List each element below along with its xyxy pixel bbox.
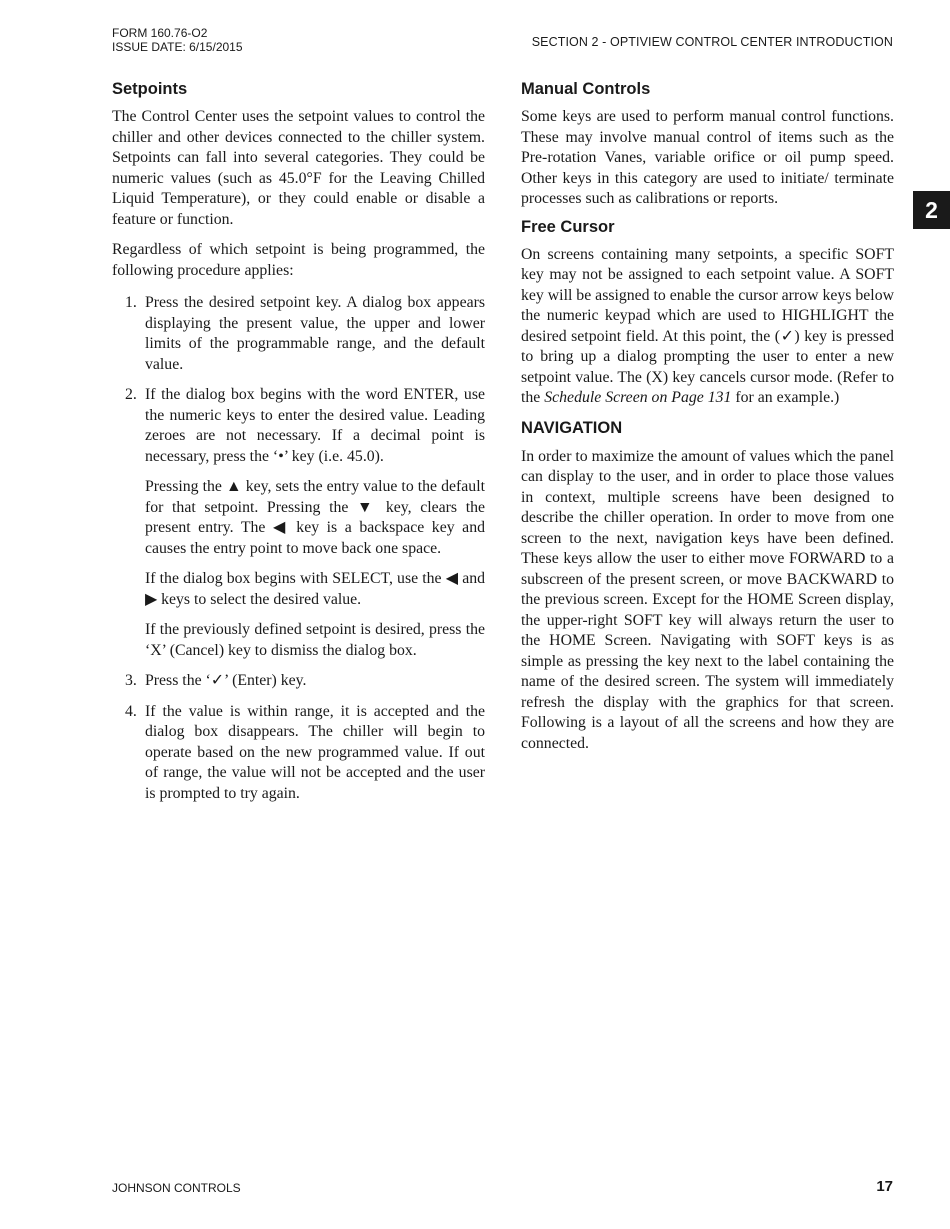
manual-controls-paragraph: Some keys are used to perform manual control functions. These may involve manual control of items such as the Pre-rotation Vanes, variable orifice or oil pump speed. Other keys in this category are used to initiate/ terminate processes such as calibrations or reports. [521,108,894,207]
setpoints-heading: Setpoints [112,80,188,98]
procedure-step [112,385,485,661]
step-subparagraph: If the dialog box begins with SELECT, use the ◀ and ▶ keys to select the desired value. [145,570,485,608]
section-title: SECTION 2 - OPTIVIEW CONTROL CENTER INTRODUCTION [531,35,893,49]
left-column [112,78,485,814]
footer-company: JOHNSON CONTROLS [112,1181,241,1195]
section-tab: 2 [913,191,950,229]
free-cursor-text-end: for an example.) [731,389,840,406]
navigation-heading: NAVIGATION [521,418,623,437]
navigation-paragraph: In order to maximize the amount of values which the panel can display to the user, and in order to place those values in context, multiple screens have been designed to describe the chiller operation. In order to move from one screen to the next, navigation keys have been defined. These keys allow the user to either move FORWARD to a subscreen of the present screen, or move BACKWARD to the previous screen. Except for the HOME Screen display, the upper-right SOFT key will always return the user to the HOME Screen. Navigating with SOFT keys is as simple as pressing the key next to the label containing the name of the desired screen. The system will immediately refresh the display with the graphics for that screen. Following is a layout of all the screens and how they are connected. [521,447,894,752]
step-number: 4. [125,702,137,720]
procedure-step [112,293,485,375]
step-text: If the value is within range, it is accepted and the dialog box disappears. The chiller will begin to operate based on the new programmed value. If out of range, the value will not be accepted and the user is prompted to try again. [145,702,485,802]
procedure-step [112,702,485,805]
setpoints-paragraph-1: The Control Center uses the setpoint values to control the chiller and other devices connected to the chiller system. Setpoints can fall into several categories. They could be numeric values (such as 45.0°F for the Leaving Chilled Liquid Temperature), or they could enable or disable a feature or function. [112,108,485,228]
step-text: Press the ‘✓’ (Enter) key. [145,672,307,689]
setpoints-paragraph-2: Regardless of which setpoint is being programmed, the following procedure applies: [112,241,485,279]
step-subparagraph: Pressing the ▲ key, sets the entry value to the default for that setpoint. Pressing the ▼ key, clears the present entry. The ◀ key is a backspace key and causes the entry point to move back one space. [145,478,485,557]
step-number: 2. [125,386,137,403]
step-number: 3. [125,672,137,689]
page-number: 17 [876,1178,893,1195]
form-number: FORM 160.76-O2 [112,26,208,40]
step-text: Press the desired setpoint key. A dialog box appears displaying the present value, the upper and lower limits of the programmable range, and the default value. [145,294,485,373]
step-number: 1. [125,294,137,311]
manual-controls-heading: Manual Controls [521,80,651,98]
page-header-left [112,26,243,54]
free-cursor-heading: Free Cursor [521,217,615,236]
schedule-screen-reference-link[interactable]: Schedule Screen on Page 131 [544,389,732,406]
issue-date: ISSUE DATE: 6/15/2015 [112,40,243,54]
free-cursor-text: On screens containing many setpoints, a specific SOFT key may not be assigned to each setpoint value. A SOFT key will be assigned to enable the cursor arrow keys below the numeric keypad which are used to HIGHLIGHT the desired setpoint field. At this point, the (✓) key is pressed to bring up a dialog prompting the user to enter a new setpoint value. The (X) key cancels cursor mode. (Refer to the [521,245,894,406]
right-column [521,78,894,754]
setpoint-procedure-list [112,293,485,804]
free-cursor-paragraph [521,245,894,409]
step-subparagraph: If the previously defined setpoint is desired, press the ‘X’ (Cancel) key to dismiss the dialog box. [145,621,485,659]
procedure-step [112,671,485,692]
step-text: If the dialog box begins with the word ENTER, use the numeric keys to enter the desired value. Leading zeroes are not necessary. If a decimal point is necessary, press the ‘•’ key (i.e. 45.0). [145,386,485,465]
